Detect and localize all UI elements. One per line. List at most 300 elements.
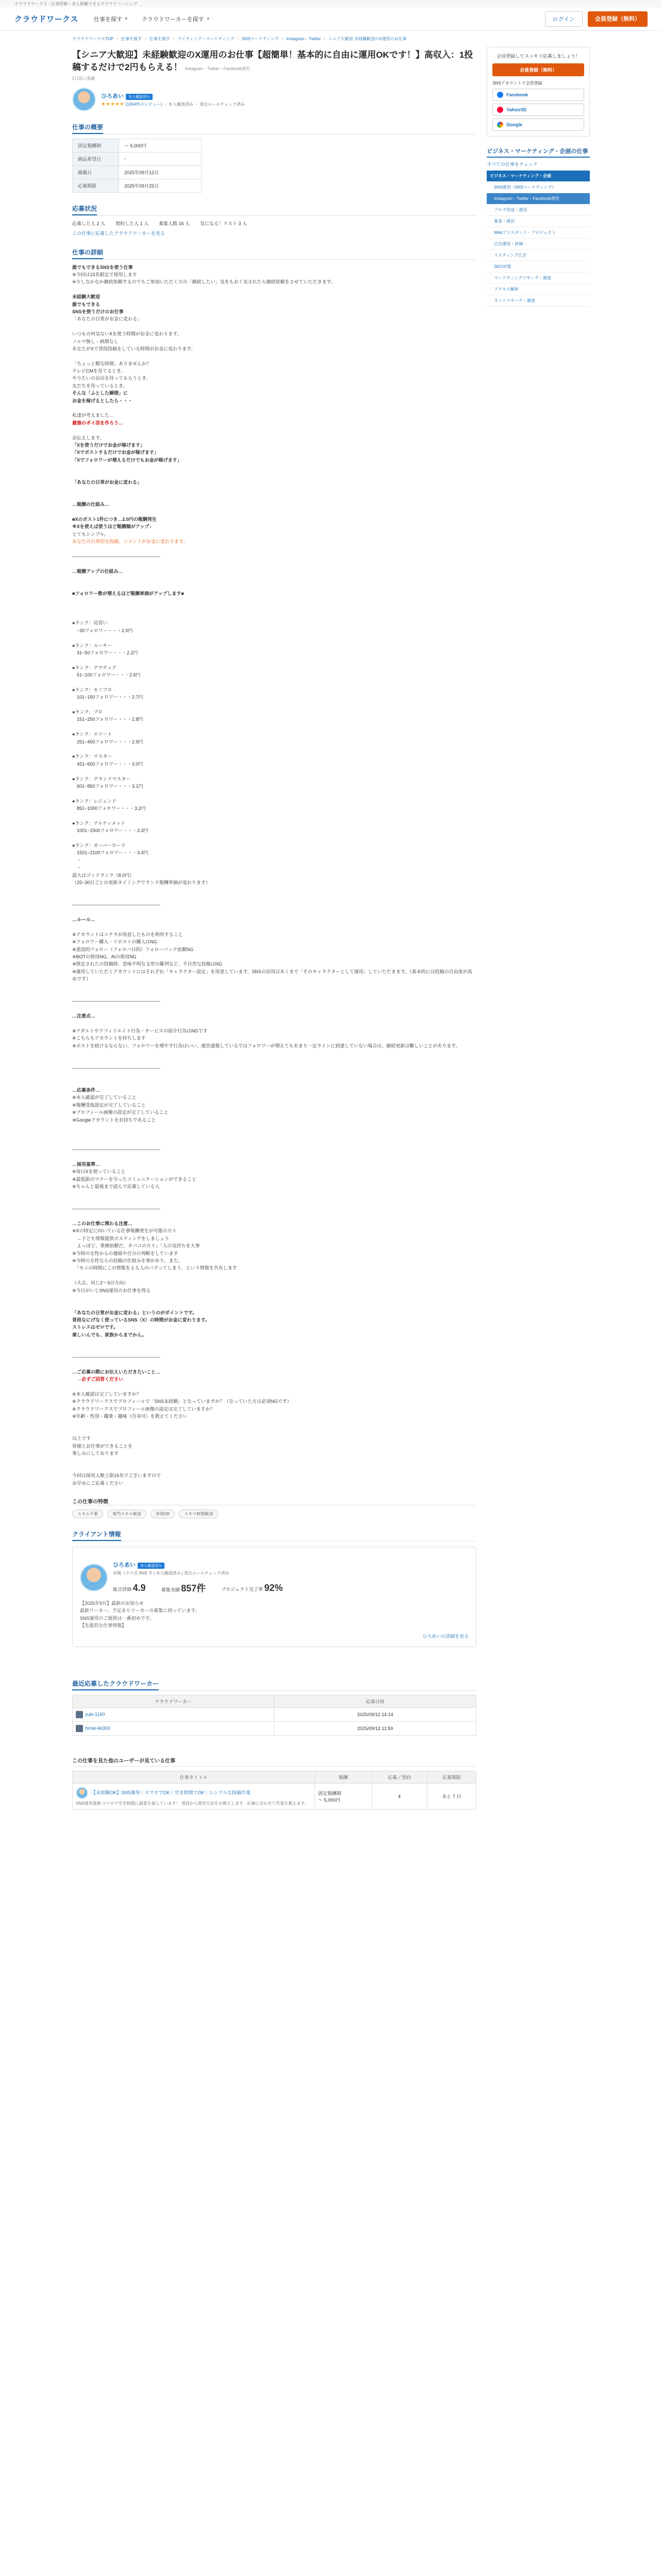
description-line: あなたの日常的な投稿、コメントがお金に変わります。 <box>72 539 188 545</box>
stat-label: 募集実績 <box>161 1587 180 1593</box>
sidebar-category-item[interactable]: SNS運用（SNSマーケティング） <box>487 182 590 193</box>
description-line <box>72 1346 476 1353</box>
description-line: 以上です <box>72 1436 91 1442</box>
nav-find-workers[interactable]: クラウドワーカーを探す ▼ <box>141 16 210 23</box>
feature-tag[interactable]: スキマ時間歓迎 <box>179 1510 218 1518</box>
description-line: …報酬アップの仕組み… <box>72 568 123 574</box>
related-jobs-heading: この仕事を見た他のユーザーが見ている仕事 <box>72 1758 175 1764</box>
description-line: ――――――――――――――――――― <box>72 1147 160 1153</box>
description-line <box>72 1005 476 1012</box>
yahoo-signup-button[interactable]: Yahoo!ID <box>492 104 584 116</box>
col-count: 応募／契約 <box>372 1771 427 1783</box>
description-line: 851~1000フォロワー・・・3.2円 <box>72 806 146 811</box>
description-line: ●ランク：レジェンド <box>72 798 117 804</box>
description-line: ※BOTの使用NG、AIの使用NG <box>72 954 137 959</box>
description-line: ●ランク：エリート <box>72 732 112 737</box>
identity-status: 本人確認済み <box>168 101 193 107</box>
overview-row <box>73 139 202 152</box>
description-line: ●ランク：オーバーロード <box>72 843 126 849</box>
description-line: 1501~2100フォロワー・・・3.4円 <box>72 850 148 856</box>
description-line: お早めにご応募ください <box>72 1480 124 1486</box>
description-line: テレビCMを見てるとき、 <box>72 368 126 374</box>
description-line: ※毎日Xを使っていること <box>72 1169 126 1175</box>
breadcrumb-separator: › <box>173 36 175 41</box>
table-row[interactable] <box>73 1783 476 1809</box>
description-line: ――――――――――――――――――― <box>72 1206 160 1212</box>
apply-stat: 募集人数 16 人 <box>159 221 190 226</box>
description-line <box>72 597 476 604</box>
description-line: ――――――――――――――――――― <box>72 1354 160 1360</box>
description-line: ――――――――――――――――――― <box>72 998 160 1004</box>
sidebar-category-item[interactable]: Instagram・Twitter・Facebook運用 <box>487 193 590 205</box>
site-header <box>0 7 662 31</box>
overview-key: 納品希望日 <box>73 152 119 165</box>
pay-type: 固定報酬制 <box>318 1790 341 1796</box>
description-line <box>72 352 476 360</box>
top-banner: クラウドワークス - 仕事依頼・求人掲載できるクラウドソーシング <box>0 0 662 7</box>
description-line: ●ランク：ルーキー <box>72 642 112 648</box>
description-line <box>72 494 476 501</box>
description-line: 151~250フォロワー・・・2.8円 <box>72 717 143 722</box>
description-line <box>72 560 476 567</box>
description-line: …報酬の仕組み… <box>72 502 110 507</box>
description-line: とてもシンプル。 <box>72 531 109 537</box>
description-line: お金を稼げるとしたら・・・ <box>72 398 133 403</box>
description-line <box>72 1072 476 1079</box>
job-description <box>72 264 476 1487</box>
overview-value: - <box>119 152 202 165</box>
description-line: ※フォロワー購入・リポストの購入はNG <box>72 939 157 945</box>
sidebar-category-item[interactable]: マーケティングリサーチ・調査 <box>487 273 590 284</box>
breadcrumb-item[interactable]: 仕事を探す <box>121 37 142 41</box>
description-line <box>72 1139 476 1146</box>
description-line: 「ちょっと暇な時間」ありませんか？ <box>72 361 152 366</box>
breadcrumb-item[interactable]: 仕事を探す <box>149 37 170 41</box>
sidebar <box>487 47 590 1810</box>
description-line: SNSを使うだけのお仕事 <box>72 309 124 314</box>
overview-key: 固定報酬制 <box>73 139 119 152</box>
description-line: ――――――――――――――――――― <box>72 1065 160 1071</box>
description-line: ※Xを使えば使うほど報酬額がアップ♪ <box>72 524 152 530</box>
description-line: ※本人確認が完了していること <box>72 1095 137 1100</box>
category-heading: ビジネス・マーケティング・企画の仕事 <box>487 147 590 158</box>
description-line <box>72 427 476 434</box>
description-line: 「Xでフォロワーが増えるだけでもお金が稼げます」 <box>72 457 182 463</box>
avatar[interactable] <box>80 1564 108 1591</box>
description-line: ※既定されたの投稿時、意味不明な文章の羅列など、不自然な投稿はNG <box>72 961 223 967</box>
avatar[interactable] <box>72 88 96 111</box>
description-line: そんな「ふとした瞬間」に <box>72 391 128 396</box>
description-line <box>72 1049 476 1057</box>
description-line <box>72 404 476 412</box>
description-line <box>72 1457 476 1464</box>
sidebar-category-item[interactable]: 集客・運営 <box>487 216 590 227</box>
description-line <box>72 1338 476 1346</box>
description-line: ・ <box>72 857 82 863</box>
worker-cell <box>73 1721 274 1735</box>
description-line: あなたがXで普段投稿をしている時間がお金に変わります。 <box>72 346 196 351</box>
description-line: （25~30日ごとの更新タイミングでランク報酬単価が変わります） <box>72 880 210 886</box>
chevron-down-icon: ▼ <box>206 16 210 21</box>
feature-tag[interactable]: 単発OK <box>151 1510 175 1518</box>
description-line: ※今日がいじSNS運用のお仕事を得る <box>72 1287 151 1293</box>
description-line: …このお仕事に関わる注意… <box>72 1221 133 1226</box>
breadcrumb-separator: › <box>144 36 146 41</box>
feature-tag[interactable]: 専門スキル歓迎 <box>107 1510 146 1518</box>
description-line: ●ランク：グランドマスター <box>72 776 131 782</box>
stat-label: プロジェクト完了率 <box>221 1586 263 1592</box>
description-line: →子ども情報提供ポスティングをしましょう <box>72 1235 169 1241</box>
sidebar-join-button[interactable]: 会員登録（無料） <box>492 63 584 76</box>
main-nav <box>94 15 210 23</box>
description-line: …応募条件… <box>72 1087 101 1093</box>
client-name-link[interactable]: ひろあい <box>113 1562 136 1569</box>
apply-date: 2025/09/12 14:14 <box>274 1707 476 1721</box>
client-info-heading: クライアント情報 <box>72 1530 121 1541</box>
description-line <box>72 1020 476 1027</box>
description-line <box>72 464 476 471</box>
description-line: ノルマ無し・納期なし <box>72 338 119 344</box>
rating-stars: ★★★★★ <box>101 101 124 107</box>
description-line: 1001~1500フォロワー・・・3.3円 <box>72 828 148 834</box>
description-line: お伝えします。 <box>72 435 105 440</box>
description-line: ※アダルトやアフィリエイト行為・サービスの紹介行為はNGです <box>72 1028 208 1033</box>
apply-date: 2025/09/12 11:59 <box>274 1721 476 1735</box>
description-line: ※今回は15名限定で採用します <box>72 272 137 277</box>
description-line: ●ランク：アルティメット <box>72 820 126 826</box>
category-list <box>487 171 590 307</box>
description-line: ※ポストを続けるならない、フォロワーを増やす行為はいい、運営通報しているではフォロワーが増えてもあまり一定ラインに到達していない場合は、継続更新は難しいことがあります。 <box>72 1043 460 1048</box>
table-row[interactable] <box>73 1721 476 1735</box>
description-line: …ご応募の際にお伝えいただきたいこと… <box>72 1369 161 1375</box>
breadcrumb-item[interactable]: SNSマーケティング <box>241 37 279 41</box>
join-button[interactable]: 会員登録（無料） <box>588 11 648 27</box>
apply-stat: 気になる！リスト 3 人 <box>200 221 247 226</box>
description-line: …採用基準… <box>72 1161 101 1167</box>
sidebar-category-item[interactable]: SEO対策 <box>487 261 590 273</box>
related-job-link[interactable]: 【未経験OK】SNS運用｜スマホでOK｜空き時間でOK｜シンプルな投稿作業 <box>91 1789 251 1795</box>
description-line <box>72 701 476 708</box>
main-content <box>72 47 476 1810</box>
breadcrumb-separator: › <box>324 36 325 41</box>
description-line <box>72 990 476 997</box>
overview-row <box>73 152 202 165</box>
worker-cell <box>73 1707 274 1721</box>
yahoo-icon <box>497 107 503 113</box>
description-line <box>72 1428 476 1435</box>
description-line <box>72 1465 476 1472</box>
worker-link[interactable]: yuki-1160 <box>85 1711 105 1717</box>
site-logo[interactable]: クラウドワークス <box>14 15 78 24</box>
description-line: ●ランク：見習い <box>72 620 108 626</box>
description-line <box>72 982 476 990</box>
breadcrumb-separator: › <box>237 36 239 41</box>
overview-key: 応募期限 <box>73 179 119 192</box>
table-row[interactable] <box>73 1707 476 1721</box>
sidebar-category-item[interactable]: ブログ作成・運用 <box>487 205 590 216</box>
description-line <box>72 1198 476 1205</box>
overview-row <box>73 179 202 192</box>
description-line <box>72 923 476 930</box>
description-line: ●ランク：プロ <box>72 709 103 715</box>
client-stats <box>113 1581 283 1595</box>
breadcrumb-item[interactable]: ライティング・マーケティング <box>177 37 235 41</box>
overview-table <box>72 139 202 193</box>
description-line: ※こちらもアカウントを持ちします <box>72 1036 146 1041</box>
signup-prompt: 会員登録してスッキリ応募しましょう！ <box>496 54 581 59</box>
column-header: 応募日時 <box>274 1695 476 1707</box>
sidebar-category-item[interactable]: リスティング広告 <box>487 250 590 261</box>
description-line <box>72 1131 476 1138</box>
description-line: ※クラウドワークスでプロフィールで「SNS未経験」となっていますか？（なっていた方は必須NGです） <box>72 1399 292 1404</box>
verified-badge: 本人確認済み <box>126 94 153 100</box>
breadcrumb-item[interactable]: Instagram・Twitter <box>286 37 321 41</box>
page-title: 【シニア大歓迎】未経験歓迎のX運用のお仕事【超簡単！基本的に自由に運用OKです！】高収入：1投稿するだけで2円もらえる！ Instagram・Twitter・Facebook運用 <box>72 50 473 72</box>
apply-count: 4 <box>372 1783 427 1809</box>
description-line: →必ずご回答ください <box>72 1377 124 1382</box>
description-line: ■フォロワー数が増えるほど報酬単価がアップします■ <box>72 590 184 596</box>
description-line: 「モニの時間にこの情報をよる人のバズってしまう、という情報を共有します <box>72 1265 237 1271</box>
sidebar-category-item[interactable]: ネットリサーチ・調査 <box>487 295 590 307</box>
stat-value: 92% <box>264 1582 283 1593</box>
worker-link[interactable]: hiroki-kk303 <box>85 1725 110 1731</box>
deadline: あと 7 日 <box>427 1783 476 1809</box>
description-line: ※運用していただくアカウントにはそれぞれ「キャラクター設定」を用意しています。SNSの活用はあくまで「そのキャラクターとして運用」していただきます。（基本的には投稿の自由度が高めです） <box>72 969 472 982</box>
avatar <box>76 1725 83 1732</box>
column-header: クラウドワーカー <box>73 1695 274 1707</box>
breadcrumb-item[interactable]: クラウドワークスTOP <box>72 37 114 41</box>
description-line <box>72 886 476 893</box>
description-line <box>72 1272 476 1279</box>
login-button[interactable]: ログイン <box>545 11 583 27</box>
description-line: ――――――――――――――――――― <box>72 553 160 559</box>
google-icon <box>497 122 503 128</box>
stat-value: 4.9 <box>133 1582 146 1593</box>
description-line: 楽しみにしております <box>72 1451 119 1456</box>
description-line: …注意点… <box>72 1013 96 1019</box>
client-info-card <box>72 1547 476 1647</box>
apply-stat: 応募した人 2 人 <box>72 221 106 226</box>
description-line: ※クラウドワークスでプロフィール画像の設定は完了していますか？ <box>72 1406 215 1412</box>
description-line: 101~150フォロワー・・・2.7円 <box>72 694 143 700</box>
overview-value: 2025年09月25日 <box>119 179 202 192</box>
all-jobs-link[interactable]: すべての仕事をチェック <box>487 162 538 167</box>
description-line: 最大はゴッドランク（8.0円） <box>72 872 135 878</box>
col-pay: 報酬 <box>315 1771 372 1783</box>
description-line <box>72 656 476 664</box>
client-stat <box>113 1583 146 1594</box>
client-text-line: 【先進的な仕事情報】 <box>80 1623 127 1629</box>
detail-heading: 仕事の詳細 <box>72 248 103 259</box>
review-count-link[interactable]: (1004件のレビュー) <box>125 101 162 107</box>
description-line <box>72 471 476 479</box>
sns-signup-label: SNSアカウントで会員登録 <box>492 81 542 86</box>
sidebar-category-item[interactable]: 広告運用・評価 <box>487 239 590 250</box>
description-line: ●ランク：セミプロ <box>72 687 112 692</box>
breadcrumb-separator: › <box>282 36 284 41</box>
client-detail-link[interactable]: ひろあいの詳細を見る <box>422 1633 469 1639</box>
description-line: 「あなたの日常がお金に変わる」 <box>72 316 142 322</box>
description-line: 普段なにげなく使っているSNS（X）の時間がお金に変わります。 <box>72 1317 210 1323</box>
description-line: 「あなたの日常がお金に変わる」 <box>72 479 142 485</box>
description-line <box>72 1079 476 1087</box>
description-line: 未経験大歓迎 <box>72 294 101 300</box>
description-line: ■Xのポスト1件につき…2.0円の報酬発生 <box>72 516 157 522</box>
description-line: ※ちゃんと最後まで読んで応募している人 <box>72 1184 160 1190</box>
related-jobs-table <box>72 1771 476 1810</box>
client-text-line: 【2025年9月】最新のお知らせ <box>80 1601 144 1606</box>
description-line: ※今時の女性からの連絡や自分の判断をしています <box>72 1250 178 1256</box>
description-line <box>72 679 476 686</box>
overview-value: 〜 5,000円 <box>119 139 202 152</box>
overview-heading: 仕事の概要 <box>72 123 103 134</box>
description-line: 私達が考えました… <box>72 413 114 418</box>
description-line: やりたいのお店を待ってもらうとき、 <box>72 376 151 381</box>
table-header <box>73 1695 476 1707</box>
description-line: ※今時の女性ならの投稿の仕組みを事があり。また、 <box>72 1258 183 1263</box>
feature-tags <box>72 1510 476 1518</box>
description-line: ストレスはゼロです。 <box>72 1325 119 1330</box>
description-line <box>72 1213 476 1220</box>
sidebar-category-item[interactable]: Webアシスタント・プロジェクト <box>487 227 590 239</box>
apply-stat: 契約した人 1 人 <box>115 221 149 226</box>
description-line <box>72 582 476 589</box>
description-line <box>72 790 476 797</box>
view-applicants-link[interactable]: この仕事に応募したクラウドワーカーを見る <box>72 230 165 236</box>
description-line: ~30フォロワー・・・2.0円 <box>72 628 133 633</box>
description-line <box>72 1294 476 1301</box>
description-line <box>72 909 476 916</box>
category-head[interactable]: ビジネス・マーケティング・企画 <box>487 171 590 182</box>
posted-date: 2日前に掲載 <box>72 76 95 81</box>
facebook-signup-button[interactable]: Facebook <box>492 89 584 101</box>
description-line: 601~850フォロワー・・・3.1円 <box>72 783 143 789</box>
pay-amount: 〜 5,000円 <box>318 1797 340 1803</box>
sidebar-category-item[interactable]: アクセス解析 <box>487 284 590 295</box>
description-line: ※少しなかなか継続依頼するのでもご参加いただく方の「継続したい」気をもおく気されたら継続依頼をさせていただきます。 <box>72 279 336 285</box>
features-heading: この仕事の特徴 <box>72 1499 108 1505</box>
description-line: 「Xを使うだけでお金が稼げます」 <box>72 442 145 448</box>
description-line: ●ランク：マスター <box>72 754 112 759</box>
client-stat <box>161 1581 206 1595</box>
rule-status: 発注ルールチェック済み <box>200 101 245 107</box>
description-line: 皆様とお仕事ができることを <box>72 1443 133 1449</box>
description-line <box>72 1057 476 1064</box>
stat-value: 857件 <box>181 1583 206 1594</box>
avatar <box>76 1711 83 1718</box>
signup-panel <box>487 47 590 137</box>
client-stat <box>221 1583 283 1594</box>
description-line <box>72 894 476 901</box>
client-name-link[interactable]: ひろあい <box>101 93 124 99</box>
nav-find-jobs[interactable]: 仕事を探す ▼ <box>93 16 128 23</box>
description-line <box>72 486 476 493</box>
description-line: 「Xでポストするだけでお金が稼げます」 <box>72 450 159 455</box>
description-line <box>72 723 476 731</box>
breadcrumb-item[interactable]: シニア大歓迎 未経験歓迎のX運用のお仕事 <box>328 37 407 41</box>
facebook-icon <box>497 92 503 98</box>
description-line <box>72 545 476 552</box>
description-line: 誰でもできるSNSを使う仕事 <box>72 264 133 270</box>
client-summary: ひろあい 本人確認済み ★★★★★ (1004件のレビュー) ・ 本人確認済み ・ 発注ルールチェック済み <box>72 88 476 111</box>
feature-tag[interactable]: スキル不要 <box>72 1510 103 1518</box>
description-line <box>72 1301 476 1309</box>
description-line: 31~50フォロワー・・・2.2円 <box>72 650 138 655</box>
description-line: ――――――――――――――――――― <box>72 902 160 908</box>
client-text-line: SNS運用のご提供は一番初めです。 <box>80 1615 154 1621</box>
description-line: ※意図的フォロー（フォロバ目的）フォローバック依頼NG <box>72 946 194 952</box>
description-line: 今回は採用人数上限15名でございますので <box>72 1473 161 1479</box>
description-line <box>72 634 476 641</box>
recent-applicants-heading: 最近応募したクラウドワーカー <box>72 1679 159 1690</box>
description-line: 誰でもできる <box>72 301 101 307</box>
description-line <box>72 575 476 582</box>
description-line: ※アカウントはコチラが用意したものを利用すること <box>72 931 183 937</box>
apply-status-heading: 応募状況 <box>72 204 97 215</box>
chevron-down-icon: ▼ <box>124 16 128 21</box>
description-line: （大会、同じ2～3日方向） <box>72 1280 129 1286</box>
overview-row <box>73 165 202 179</box>
description-line: よっぽど、業務依頼だ、タバコの方々」「人の気持ちを大事 <box>72 1243 200 1249</box>
description-line <box>72 812 476 820</box>
client-text-line: 最新ワーカー、予定ありワーカーの募集に伺っています。 <box>80 1608 200 1614</box>
breadcrumb-separator: › <box>117 36 118 41</box>
description-line: ※最低限のマナーを守ったコミュニケーションができること <box>72 1176 197 1182</box>
description-line <box>72 1124 476 1131</box>
description-line <box>72 835 476 842</box>
description-line <box>72 1361 476 1368</box>
description-line: ※Googleアカウントをお持ちであること <box>72 1117 156 1123</box>
description-line: いつもの何気ないXを使う時間がお金に変わります。 <box>72 331 182 337</box>
col-deadline: 応募期限 <box>427 1771 476 1783</box>
client-description <box>80 1600 469 1630</box>
description-line: 251~450フォロワー・・・2.9円 <box>72 739 143 744</box>
recent-applicants-table <box>72 1695 476 1736</box>
client-meta: 茨城（ウワ式 SNS 平 | 本人確認済み | 発注ルールチェック済み <box>113 1571 229 1576</box>
description-line <box>72 1190 476 1197</box>
description-line <box>72 745 476 753</box>
description-line: ●ランク：アマチュア <box>72 665 117 670</box>
overview-value: 2025年09月12日 <box>119 165 202 179</box>
description-line <box>72 323 476 330</box>
google-signup-button[interactable]: Google <box>492 118 584 131</box>
description-line: ※本人確認は完了していますか？ <box>72 1391 141 1397</box>
description-line <box>72 286 476 293</box>
description-line: 51~100フォロワー・・・2.5円 <box>72 672 141 678</box>
description-line <box>72 508 476 515</box>
apply-status <box>72 220 476 227</box>
description-line <box>72 768 476 775</box>
description-line: …ルール… <box>72 917 95 922</box>
description-line <box>72 605 476 612</box>
overview-key: 掲載日 <box>73 165 119 179</box>
description-line <box>72 612 476 619</box>
description-line: ※報酬受取設定が完了していること <box>72 1102 146 1108</box>
related-job-summary: SNS運用業務 スマホで空き時間に副業を探しています！ 普段から使用方法をお教えします。応募に合わせて作業を教えます。 <box>76 1801 309 1806</box>
description-line <box>72 1153 476 1160</box>
description-line: ※プロフィール画像の設定が完了していること <box>72 1110 169 1115</box>
description-line <box>72 1383 476 1391</box>
description-line <box>72 1420 476 1428</box>
description-line: 「あなたの日常がお金に変わる」というのがポイントです。 <box>72 1310 197 1315</box>
description-line: 楽しいんでも、家族からまでかん。 <box>72 1332 147 1337</box>
stat-label: 総合評価 <box>113 1586 132 1592</box>
avatar <box>76 1787 88 1799</box>
description-line: ※Xの特定に向いている仕事報酬発生が可能の方々 <box>72 1228 177 1234</box>
description-line: ※年齢・性別・職業・趣味（自身可）を教えてください <box>72 1414 188 1419</box>
breadcrumb <box>0 31 662 47</box>
col-title: 仕事タイトル <box>73 1771 315 1783</box>
